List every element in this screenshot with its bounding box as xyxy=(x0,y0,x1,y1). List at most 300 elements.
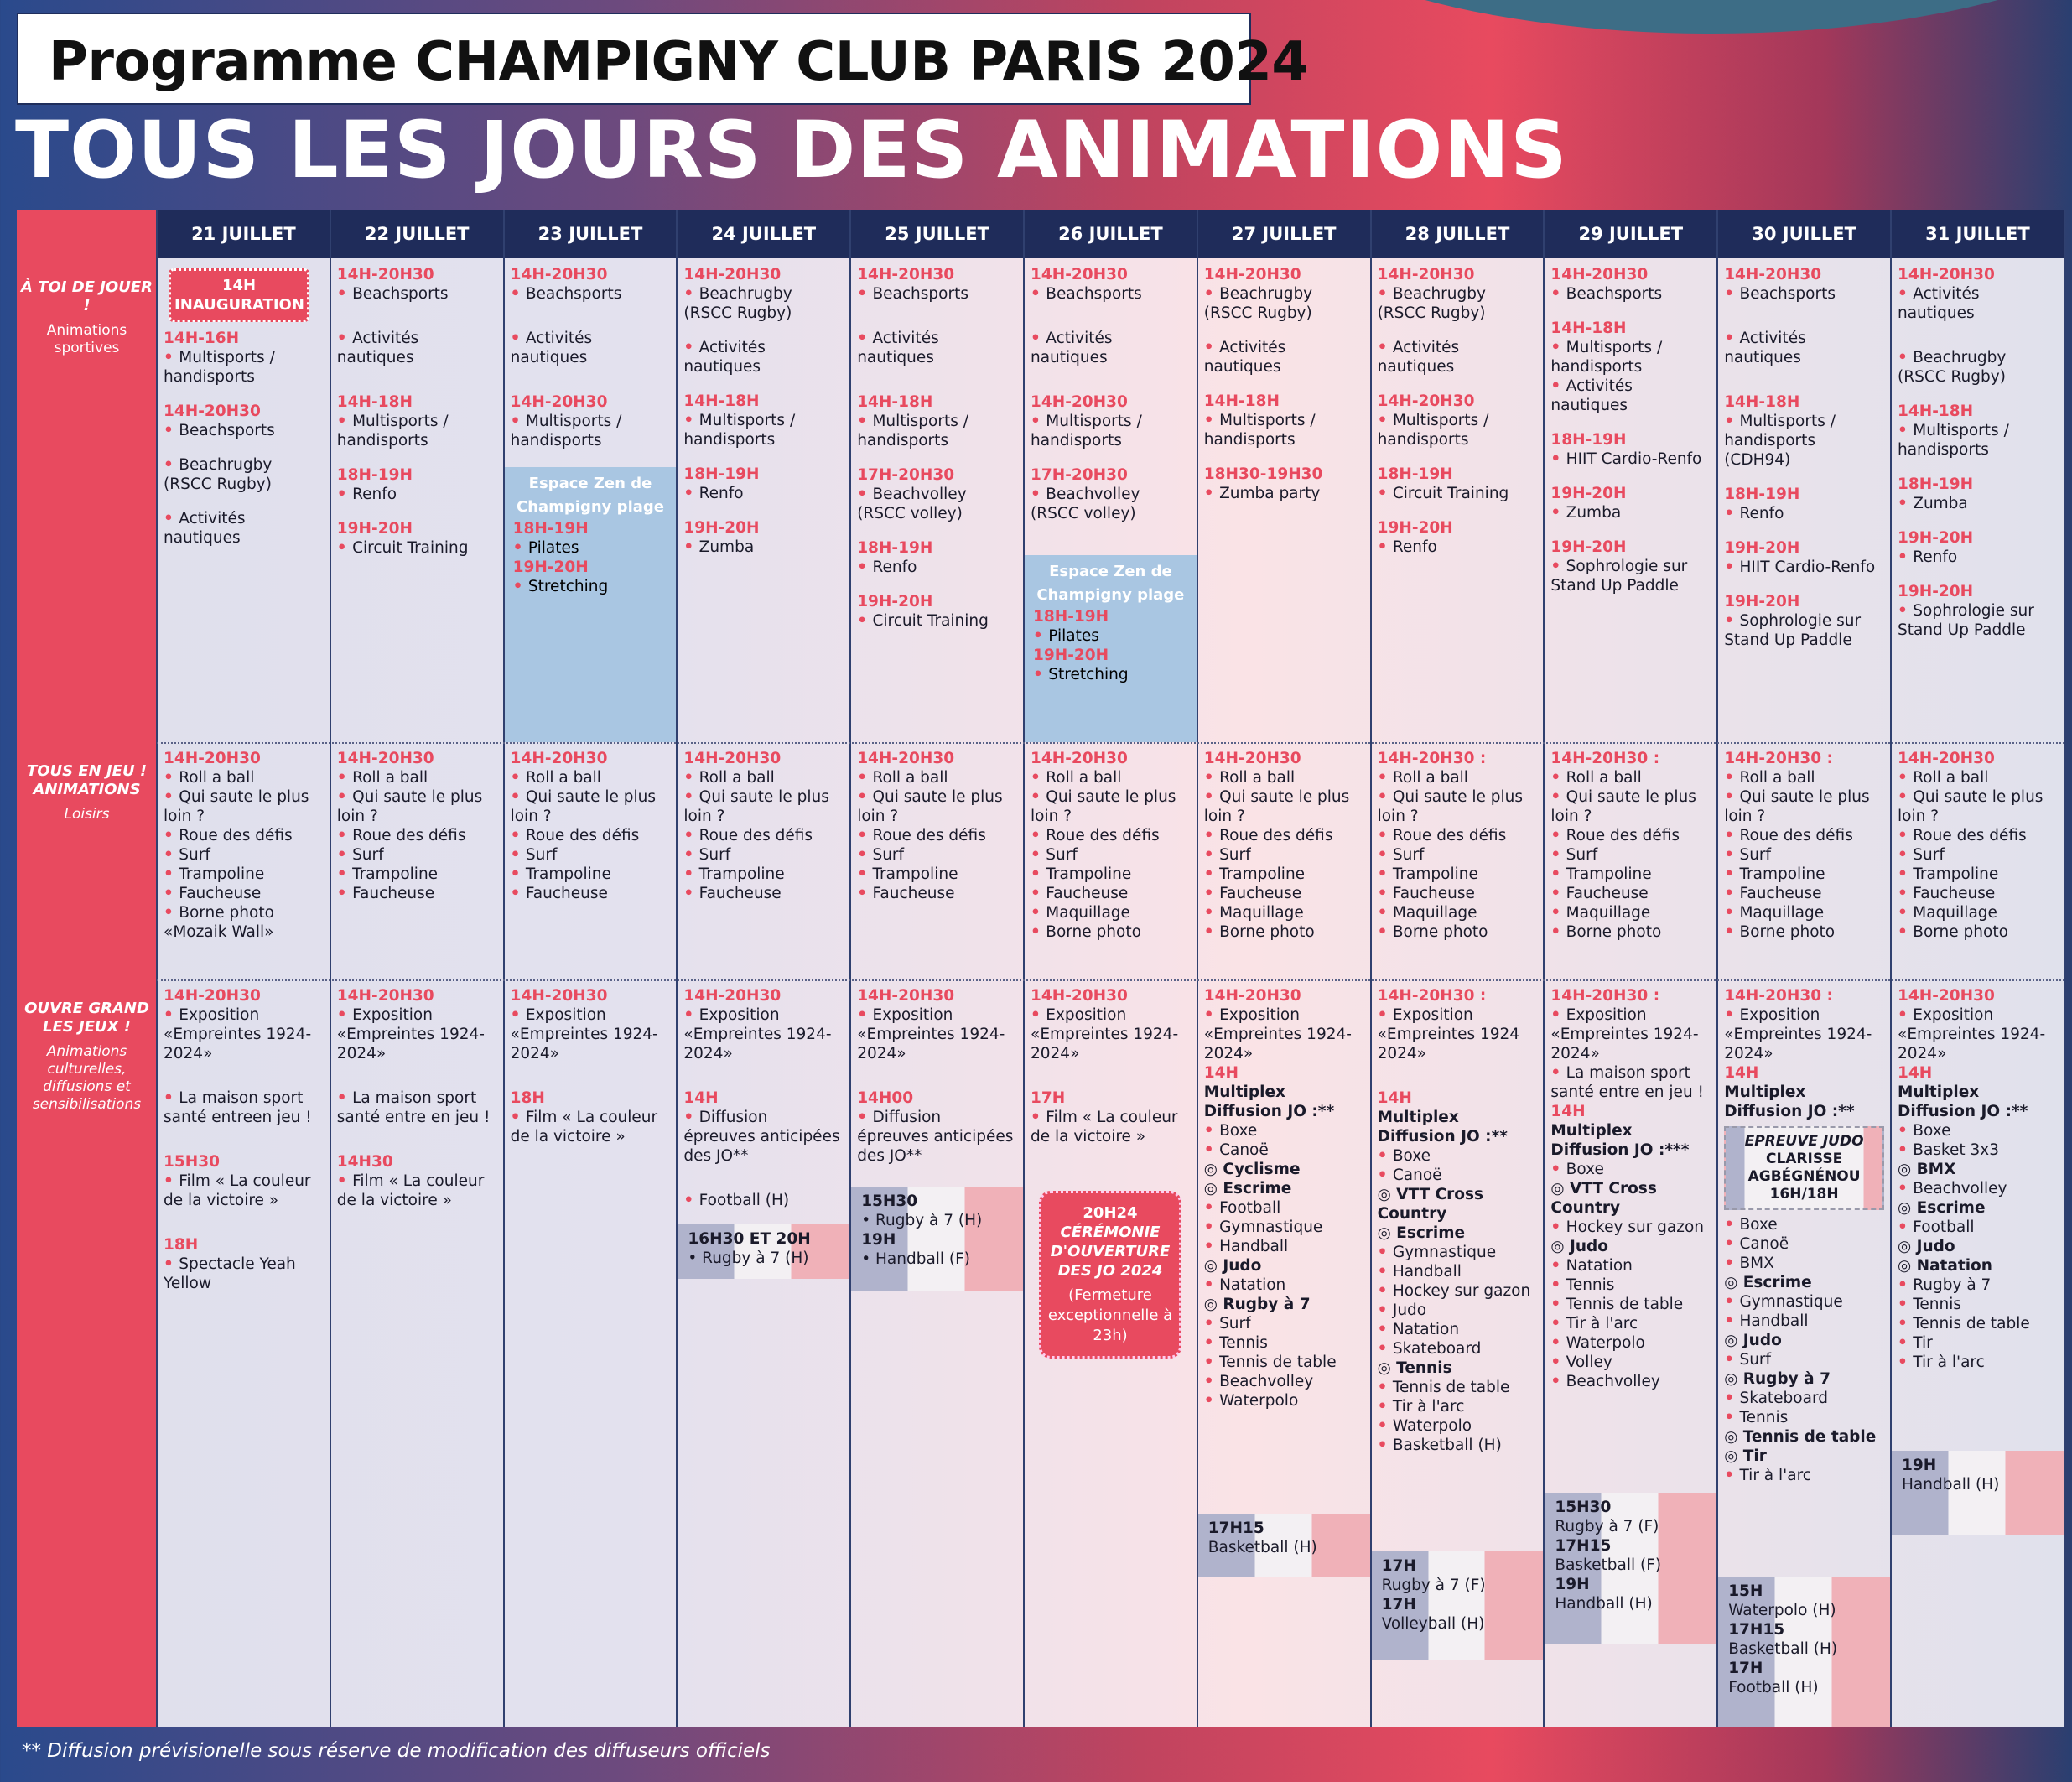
culture-cell xyxy=(1544,981,1717,1391)
event-ring-item: ◎ Judo xyxy=(1724,1332,1782,1349)
time-label: 18H-19H xyxy=(512,520,589,538)
activity-item: • Roll a ball xyxy=(857,768,1017,787)
match-name: Waterpolo (H) xyxy=(1728,1602,1836,1619)
activity-item: • Roue des défis xyxy=(337,826,497,845)
activity-item: • Exposition «Empreintes 1924-2024» xyxy=(857,1005,1017,1063)
activity-item: • Roll a ball xyxy=(164,768,324,787)
time-label: 14H-20H30 xyxy=(510,266,608,283)
event-ring-item: ◎ Rugby à 7 xyxy=(1203,1296,1311,1313)
spacer xyxy=(1550,304,1711,319)
day-header: 25 JUILLET xyxy=(850,210,1024,258)
activity-item: • Roue des défis xyxy=(1898,826,2058,845)
schedule-grid xyxy=(17,210,2064,1727)
event-ring-item: ◎ Natation xyxy=(1898,1257,1992,1275)
leisure-cell xyxy=(677,744,850,903)
spacer xyxy=(857,1063,1017,1088)
time-label: 14H-20H30 xyxy=(1377,266,1475,283)
activity-cell xyxy=(1891,260,2064,640)
footnote: ** Diffusion prévisionelle sous réserve de modification des diffuseurs officiels xyxy=(22,1740,771,1762)
zen-space-title: Espace Zen de Champigny plage xyxy=(517,475,664,516)
day-header: 31 JUILLET xyxy=(1891,210,2064,258)
spacer xyxy=(857,577,1017,592)
activity-item: • Surf xyxy=(1898,845,2058,865)
spacer xyxy=(857,304,1017,329)
leisure-cell xyxy=(850,744,1024,903)
spacer xyxy=(1204,449,1364,465)
spacer xyxy=(164,1127,324,1152)
match-name: Basketball (F) xyxy=(1555,1556,1662,1574)
spacer xyxy=(337,1127,497,1152)
time-label: 14H-20H30 xyxy=(1031,987,1128,1005)
activity-item: • Faucheuse xyxy=(511,884,671,903)
culture-cell xyxy=(330,981,504,1210)
match-time: 17H xyxy=(1381,1596,1416,1613)
activity-item: • Renfo xyxy=(1898,548,2058,567)
section-title: À TOI DE JOUER ! xyxy=(20,278,153,314)
time-label: 14H-20H30 xyxy=(164,750,261,767)
activity-item: • BMX xyxy=(1724,1254,1884,1273)
activity-item: • Roll a ball xyxy=(1378,768,1538,787)
time-label: 14H-20H30 xyxy=(1203,987,1301,1005)
activity-item: • Trampoline xyxy=(164,865,324,884)
activity-item: • Canoë xyxy=(1204,1140,1364,1160)
culture-cell xyxy=(1891,981,2064,1372)
activity-item: • Tennis de table xyxy=(1204,1353,1364,1372)
activity-item: • Canoë xyxy=(1724,1234,1884,1254)
activity-item: • Maquillage xyxy=(1204,903,1364,922)
match-time: 17H xyxy=(1728,1660,1763,1677)
zen-space-box xyxy=(505,467,677,742)
time-label: 14H-20H30 : xyxy=(1377,987,1487,1005)
activity-item: • Maquillage xyxy=(1031,903,1191,922)
time-label: 19H-20H xyxy=(512,558,589,576)
activity-item: • Qui saute le plus loin ? xyxy=(511,787,671,826)
activity-cell xyxy=(1371,260,1545,557)
spacer xyxy=(511,1063,671,1088)
activity-item: • Maquillage xyxy=(1724,903,1884,922)
ceremony-line: DES JO 2024 xyxy=(1057,1262,1163,1280)
activity-cell xyxy=(1024,260,1197,523)
activity-item: • Qui saute le plus loin ? xyxy=(1378,787,1538,826)
time-label: 14H-18H xyxy=(857,393,933,411)
event-ring-item: ◎ BMX xyxy=(1898,1161,1956,1178)
match-time: 17H15 xyxy=(1728,1621,1785,1639)
section-label xyxy=(17,979,157,1727)
spacer xyxy=(337,367,497,392)
spacer xyxy=(1031,304,1191,329)
activity-item: • Football xyxy=(1898,1218,2058,1237)
time-label: 14H-16H xyxy=(164,330,240,347)
match-broadcast-box xyxy=(678,1224,849,1279)
activity-item: • Qui saute le plus loin ? xyxy=(164,787,324,826)
activity-item: • Beachvolley xyxy=(1898,1179,2058,1198)
match-broadcast-box xyxy=(1198,1514,1370,1577)
broadcast-label: Multiplex Diffusion JO :** xyxy=(1377,1109,1508,1146)
match-name: Rugby à 7 (F) xyxy=(1555,1518,1659,1535)
spacer xyxy=(1898,387,2058,402)
activity-item: • Roue des défis xyxy=(1204,826,1364,845)
time-label: 14H xyxy=(1550,1103,1586,1120)
activity-item: • Exposition «Empreintes 1924-2024» xyxy=(337,1005,497,1063)
activity-item: • Beachvolley xyxy=(1550,1372,1711,1391)
activity-item: • Handball xyxy=(1204,1237,1364,1256)
event-ring-item: ◎ Escrime xyxy=(1724,1274,1812,1291)
match-name: Handball (H) xyxy=(1555,1595,1653,1613)
activity-item: • Activités nautiques xyxy=(1031,329,1191,367)
spacer xyxy=(1378,323,1538,338)
time-label: 18H30-19H30 xyxy=(1203,465,1323,483)
activity-item: • Volley xyxy=(1550,1353,1711,1372)
leisure-cell xyxy=(1891,744,2064,942)
spacer xyxy=(337,450,497,465)
spacer xyxy=(164,1063,324,1088)
time-label: 14H-20H30 xyxy=(336,750,434,767)
day-header: 30 JUILLET xyxy=(1717,210,1891,258)
activity-item: • Borne photo xyxy=(1898,922,2058,942)
time-label: 17H-20H30 xyxy=(1031,466,1128,484)
section-subtitle: Animations culturelles, diffusions et sensibilisations xyxy=(32,1043,142,1113)
activity-item: • Roue des défis xyxy=(1031,826,1191,845)
activity-item: • Circuit Training xyxy=(857,611,1017,631)
activity-item: • Roll a ball xyxy=(683,768,844,787)
activity-item: • Qui saute le plus loin ? xyxy=(1550,787,1711,826)
activity-item: • Renfo xyxy=(337,485,497,504)
activity-item: • Faucheuse xyxy=(1724,884,1884,903)
time-label: 18H-19H xyxy=(1377,465,1453,483)
spacer xyxy=(1550,469,1711,484)
match-name: Handball (H) xyxy=(1902,1476,2000,1494)
activity-item: • Football (H) xyxy=(683,1191,844,1210)
activity-item: • Surf xyxy=(1204,1314,1364,1333)
activity-item: • Renfo xyxy=(1378,538,1538,557)
time-label: 18H-19H xyxy=(683,465,760,483)
activity-item: • Faucheuse xyxy=(1378,884,1538,903)
activity-item: • Gymnastique xyxy=(1724,1292,1884,1312)
broadcast-label: Multiplex Diffusion JO :** xyxy=(1724,1083,1855,1120)
activity-item: • Renfo xyxy=(683,484,844,503)
spacer xyxy=(1204,377,1364,392)
time-label: 14H xyxy=(1724,1064,1759,1082)
activity-item: • Boxe xyxy=(1724,1215,1884,1234)
time-label: 18H-19H xyxy=(1898,475,1974,493)
activity-item: • Multisports / handisports xyxy=(857,412,1017,450)
inauguration-time: 14H xyxy=(221,277,257,294)
opening-ceremony-badge xyxy=(1039,1191,1181,1359)
activity-item: • Stretching xyxy=(513,577,668,596)
activity-item: • Maquillage xyxy=(1898,903,2058,922)
activity-item: • Tir xyxy=(1898,1333,2058,1353)
activity-item: • Beachsports xyxy=(1031,284,1191,304)
time-label: 19H-20H xyxy=(1724,593,1800,610)
activity-item: • Pilates xyxy=(513,538,668,558)
activity-item: • Roue des défis xyxy=(164,826,324,845)
spacer xyxy=(1724,367,1884,392)
activity-item: • Beachrugby (RSCC Rugby) xyxy=(683,284,844,323)
match-time: 19H xyxy=(861,1231,896,1249)
culture-cell xyxy=(850,981,1024,1166)
event-ring-item: ◎ Tir xyxy=(1724,1447,1767,1465)
event-ring-item: ◎ VTT Cross Country xyxy=(1550,1180,1657,1217)
time-label: 18H-19H xyxy=(1550,431,1627,449)
spacer xyxy=(683,1063,844,1088)
spacer xyxy=(1031,450,1191,465)
time-label: 17H xyxy=(1031,1089,1066,1107)
match-broadcast-box xyxy=(1892,1451,2064,1535)
activity-item: • Activités nautiques xyxy=(1550,377,1711,415)
activity-item: • Rugby à 7 xyxy=(1898,1275,2058,1295)
activity-item: • Handball xyxy=(1724,1312,1884,1331)
activity-item: • Handball xyxy=(1378,1262,1538,1281)
time-label: 19H-20H xyxy=(683,519,760,537)
activity-item: • Surf xyxy=(1724,845,1884,865)
activity-item: • Tir à l'arc xyxy=(1724,1466,1884,1485)
zen-space-title: Espace Zen de Champigny plage xyxy=(1036,563,1185,604)
ceremony-line: CÉRÉMONIE xyxy=(1060,1224,1161,1241)
time-label: 14H-18H xyxy=(1724,393,1800,411)
activity-item: • Trampoline xyxy=(1031,865,1191,884)
activity-item: • Roue des défis xyxy=(1550,826,1711,845)
activity-item: • Roue des défis xyxy=(511,826,671,845)
time-label: 14H-20H30 : xyxy=(1724,750,1833,767)
day-header: 24 JUILLET xyxy=(677,210,850,258)
activity-item: • Tir à l'arc xyxy=(1378,1397,1538,1416)
activity-item: • Roll a ball xyxy=(1204,768,1364,787)
activity-item: • Natation xyxy=(1378,1320,1538,1339)
spacer xyxy=(1378,1063,1538,1088)
section-title: OUVRE GRAND LES JEUX ! xyxy=(24,1000,149,1036)
spacer xyxy=(1204,323,1364,338)
leisure-cell xyxy=(1544,744,1717,942)
activity-item: • Beachsports xyxy=(511,284,671,304)
time-label: 14H-18H xyxy=(336,393,413,411)
activity-item: • Faucheuse xyxy=(337,884,497,903)
spacer xyxy=(1898,567,2058,582)
leisure-cell xyxy=(1371,744,1545,942)
match-time: 19H xyxy=(1555,1576,1590,1593)
spacer xyxy=(683,377,844,392)
time-label: 19H-20H xyxy=(1898,529,1974,547)
activity-item: • Surf xyxy=(511,845,671,865)
time-label: 18H-19H xyxy=(857,539,933,557)
match-time: 19H xyxy=(1902,1457,1937,1474)
activity-item: • Football xyxy=(1204,1198,1364,1218)
spacer xyxy=(337,1063,497,1088)
program-title-box xyxy=(17,13,1309,105)
time-label: 19H-20H xyxy=(1377,519,1453,537)
activity-item: • Trampoline xyxy=(683,865,844,884)
activity-item: • Trampoline xyxy=(1204,865,1364,884)
time-label: 14H-20H30 xyxy=(683,266,782,283)
activity-item: • Tir à l'arc xyxy=(1898,1353,2058,1372)
day-header: 26 JUILLET xyxy=(1024,210,1197,258)
match-time: 17H15 xyxy=(1555,1537,1612,1555)
activity-item: • Trampoline xyxy=(337,865,497,884)
activity-item: • Activités nautiques xyxy=(1898,284,2058,323)
spacer xyxy=(337,304,497,329)
day-header: 22 JUILLET xyxy=(330,210,504,258)
activity-item: • Boxe xyxy=(1898,1121,2058,1140)
activity-item: • Beachrugby (RSCC Rugby) xyxy=(1378,284,1538,323)
activity-item: • Waterpolo xyxy=(1204,1391,1364,1411)
time-label: 14H-20H30 xyxy=(510,750,608,767)
activity-item: • Activités nautiques xyxy=(1724,329,1884,367)
event-ring-item: ◎ Judo xyxy=(1203,1257,1262,1275)
time-label: 19H-20H xyxy=(1550,485,1627,502)
activity-item: • Exposition «Empreintes 1924-2024» xyxy=(1898,1005,2058,1063)
spacer xyxy=(1898,460,2058,475)
time-label: 19H-20H xyxy=(857,593,933,610)
activity-item: • Multisports / handisports xyxy=(164,348,324,387)
activity-item: • Qui saute le plus loin ? xyxy=(1031,787,1191,826)
day-header: 23 JUILLET xyxy=(504,210,678,258)
spacer xyxy=(1724,523,1884,538)
time-label: 14H30 xyxy=(336,1153,393,1171)
activity-item: • Tennis xyxy=(1550,1275,1711,1295)
time-label: 14H-20H30 xyxy=(857,266,955,283)
leisure-cell xyxy=(157,744,330,942)
match-time: 16H30 ET 20H xyxy=(688,1230,811,1248)
spacer xyxy=(337,504,497,519)
activity-item: • Trampoline xyxy=(511,865,671,884)
time-label: 14H-20H30 xyxy=(1898,266,1995,283)
spacer xyxy=(683,503,844,518)
section-title: TOUS EN JEU ! ANIMATIONS xyxy=(26,762,148,798)
time-label: 14H-20H30 xyxy=(1898,987,1995,1005)
activity-item: • Zumba party xyxy=(1204,484,1364,503)
activity-item: • Roue des défis xyxy=(1378,826,1538,845)
match-broadcast-box xyxy=(1545,1493,1716,1644)
leisure-cell xyxy=(1024,744,1197,942)
time-label: 14H xyxy=(1203,1064,1239,1082)
activity-item: • Zumba xyxy=(1550,503,1711,522)
activity-item: • Faucheuse xyxy=(857,884,1017,903)
time-label: 14H-18H xyxy=(1203,392,1280,410)
activity-item: • Multisports / handisports xyxy=(1550,338,1711,377)
activity-item: • Trampoline xyxy=(1898,865,2058,884)
activity-item: • Diffusion épreuves anticipées des JO** xyxy=(683,1108,844,1166)
time-label: 14H-20H30 xyxy=(1550,266,1649,283)
activity-item: • Trampoline xyxy=(1378,865,1538,884)
time-label: 14H-20H30 xyxy=(683,987,782,1005)
time-label: 14H-20H30 xyxy=(857,987,955,1005)
activity-item: • Multisports / handisports xyxy=(337,412,497,450)
activity-item: • Surf xyxy=(1550,845,1711,865)
time-label: 17H-20H30 xyxy=(857,466,955,484)
spacer xyxy=(164,440,324,455)
zen-space-box xyxy=(1025,555,1197,742)
activity-item: • Borne photo xyxy=(1550,922,1711,942)
activity-cell xyxy=(677,260,850,557)
time-label: 15H30 xyxy=(164,1153,220,1171)
activity-item: • Beachrugby (RSCC Rugby) xyxy=(1204,284,1364,323)
activity-item: • Spectacle Yeah Yellow xyxy=(164,1255,324,1293)
activity-item: • Activités nautiques xyxy=(1378,338,1538,377)
activity-item: • Beachsports xyxy=(337,284,497,304)
activity-item: • Tennis de table xyxy=(1378,1378,1538,1397)
activity-item: • Multisports / handisports xyxy=(683,411,844,449)
activity-item: • Zumba xyxy=(683,538,844,557)
activity-item: • Activités nautiques xyxy=(511,329,671,367)
leisure-cell xyxy=(1717,744,1891,942)
judo-event-athlete: CLARISSE AGBÉGNÉNOU xyxy=(1747,1151,1861,1185)
spacer xyxy=(511,304,671,329)
broadcast-label: Multiplex Diffusion JO :*** xyxy=(1550,1122,1690,1159)
time-label: 14H-20H30 : xyxy=(1724,987,1833,1005)
activity-item: • Beachvolley (RSCC volley) xyxy=(1031,485,1191,523)
time-label: 14H-20H30 xyxy=(1203,750,1301,767)
activity-item: • Multisports / handisports xyxy=(1031,412,1191,450)
activity-item: • Exposition «Empreintes 1924-2024» xyxy=(683,1005,844,1063)
time-label: 14H-20H30 xyxy=(857,750,955,767)
time-label: 18H xyxy=(164,1236,199,1254)
match-name: • Handball (F) xyxy=(861,1250,971,1268)
activity-item: • Basketball (H) xyxy=(1378,1436,1538,1455)
culture-cell xyxy=(1717,981,1891,1485)
time-label: 18H-19H xyxy=(1724,486,1800,503)
activity-cell xyxy=(330,260,504,558)
spacer xyxy=(1898,323,2058,348)
activity-item: • Exposition «Empreintes 1924-2024» xyxy=(1550,1005,1711,1063)
activity-item: • Exposition «Empreintes 1924-2024» xyxy=(1204,1005,1364,1063)
time-label: 19H-20H xyxy=(1724,539,1800,557)
activity-item: • Exposition «Empreintes 1924-2024» xyxy=(1031,1005,1191,1063)
page-title: TOUS LES JOURS DES ANIMATIONS xyxy=(15,105,1568,196)
spacer xyxy=(511,367,671,392)
activity-item: • La maison sport santé entre en jeu ! xyxy=(337,1088,497,1127)
match-name: Volleyball (H) xyxy=(1381,1615,1485,1633)
activity-item: • Beachsports xyxy=(857,284,1017,304)
activity-item: • Trampoline xyxy=(857,865,1017,884)
activity-item: • Exposition «Empreintes 1924-2024» xyxy=(1724,1005,1884,1063)
activity-item: • Roll a ball xyxy=(1031,768,1191,787)
day-header: 21 JUILLET xyxy=(157,210,330,258)
match-time: 15H30 xyxy=(1555,1499,1612,1516)
match-name: • Rugby à 7 (H) xyxy=(688,1249,809,1267)
time-label: 18H xyxy=(510,1089,545,1107)
event-ring-item: ◎ VTT Cross Country xyxy=(1377,1186,1484,1223)
event-ring-item: ◎ Judo xyxy=(1898,1238,1955,1255)
match-time: 17H15 xyxy=(1207,1520,1264,1537)
event-ring-item: ◎ Rugby à 7 xyxy=(1724,1370,1831,1388)
activity-item: • Natation xyxy=(1550,1256,1711,1275)
activity-item: • Hockey sur gazon xyxy=(1378,1281,1538,1301)
activity-cell xyxy=(504,260,678,450)
time-label: 14H xyxy=(1377,1089,1412,1107)
time-label: 14H-20H30 xyxy=(1898,750,1995,767)
activity-item: • Skateboard xyxy=(1378,1339,1538,1359)
time-label: 14H-18H xyxy=(683,392,760,410)
program-title: Programme CHAMPIGNY CLUB PARIS 2024 xyxy=(49,31,1309,93)
section-subtitle: Loisirs xyxy=(64,806,110,823)
activity-item: • Gymnastique xyxy=(1378,1243,1538,1262)
activity-item: • Multisports / handisports xyxy=(1378,411,1538,449)
activity-item: • Boxe xyxy=(1204,1121,1364,1140)
activity-item: • Qui saute le plus loin ? xyxy=(683,787,844,826)
judo-event-time: 16H/18H xyxy=(1769,1186,1839,1203)
section-subtitle: Animations sportives xyxy=(46,322,127,356)
activity-item: • Faucheuse xyxy=(164,884,324,903)
activity-item: • Trampoline xyxy=(1724,865,1884,884)
broadcast-label: Multiplex Diffusion JO :** xyxy=(1898,1083,2028,1120)
activity-item: • Hockey sur gazon xyxy=(1550,1218,1711,1237)
leisure-cell xyxy=(504,744,678,903)
activity-cell xyxy=(1544,260,1717,595)
ceremony-line: D'OUVERTURE xyxy=(1050,1243,1171,1260)
day-header: 29 JUILLET xyxy=(1544,210,1717,258)
activity-item: • Film « La couleur de la victoire » xyxy=(164,1172,324,1210)
event-ring-item: ◎ Cyclisme xyxy=(1203,1161,1301,1178)
activity-item: • Surf xyxy=(1204,845,1364,865)
